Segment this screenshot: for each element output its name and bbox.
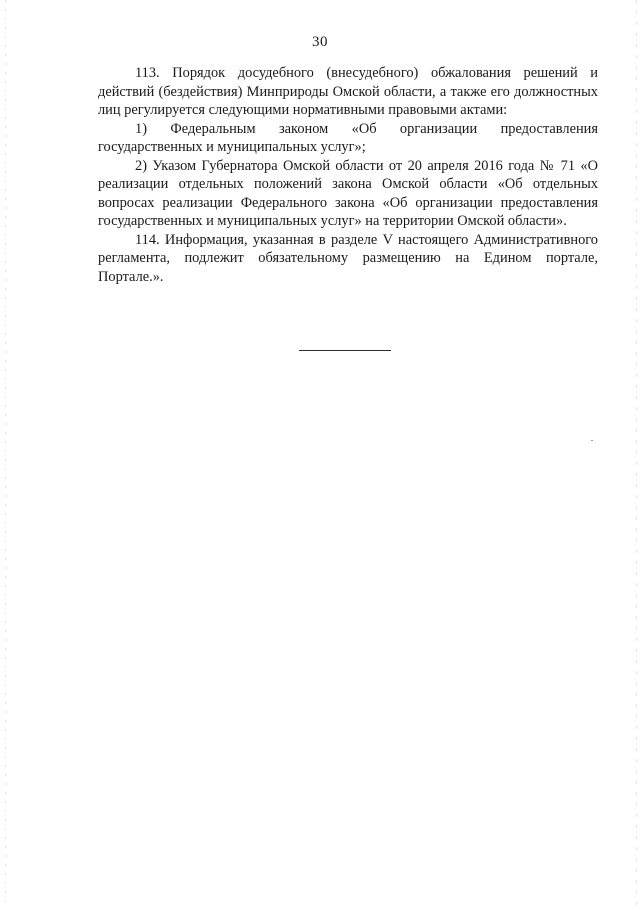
scan-edge-right bbox=[636, 0, 637, 905]
paragraph-114: 114. Информация, указанная в разделе V настоящего Административного регламента, подлежит обязательному размещению на Едином портале, Портале.». bbox=[98, 231, 598, 285]
list-item-federal-law: 1) Федеральным законом «Об организации предоставления государственных и муниципальных услуг»; bbox=[98, 120, 598, 155]
list-item-governor-decree: 2) Указом Губернатора Омской области от 20 апреля 2016 года № 71 «О реализации отдельных положений закона Омской области «Об отдельных вопросах реализации Федерального закона «Об организации предоставления государственных и муниципальных услуг» на территории Омской области». bbox=[98, 157, 598, 229]
page-number: 30 bbox=[312, 34, 328, 50]
document-body bbox=[98, 64, 598, 286]
paragraph-113: 113. Порядок досудебного (внесудебного) обжалования решений и действий (бездействия) Минприроды Омской области, а также его должностных лиц регулируется следующими нормативными правовыми актами: bbox=[98, 65, 598, 118]
end-divider-line bbox=[299, 350, 391, 351]
scan-speck bbox=[591, 440, 593, 441]
scan-edge-left bbox=[5, 0, 6, 905]
